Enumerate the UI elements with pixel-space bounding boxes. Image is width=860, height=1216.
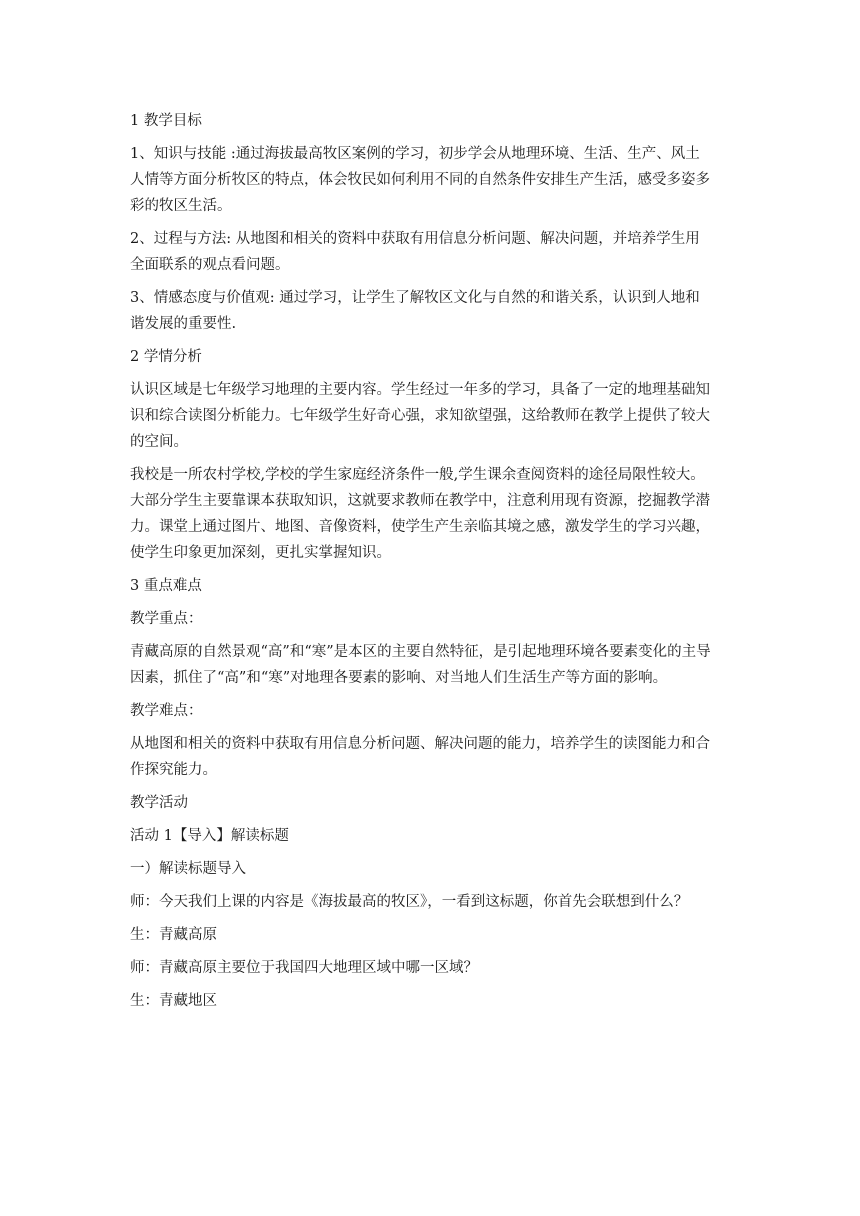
subheading-title-intro [130,856,730,882]
text-line: 生：青藏高原 [130,927,217,943]
section-heading-1 [130,108,730,134]
objective-3 [130,285,730,337]
dialogue-teacher-2 [130,955,730,981]
text-line: 师：今天我们上课的内容是《海拔最高的牧区》，一看到这标题，你首先会联想到什么？ [130,894,689,910]
text-line: 从地图和相关的资料中获取有用信息分析问题、解决问题的能力，培养学生的读图能力和合 [130,736,710,752]
text-line: 力。课堂上通过图片、地图、音像资料，使学生产生亲临其境之感，激发学生的学习兴趣， [130,519,710,535]
objective-2 [130,226,730,278]
text-line: 认识区域是七年级学习地理的主要内容。学生经过一年多的学习，具备了一定的地理基础知 [130,382,710,398]
difficulty-text [130,731,730,783]
section-heading-3 [130,573,730,599]
text-line: 2 学情分析 [130,349,202,365]
analysis-paragraph-1 [130,377,730,455]
text-line: 人情等方面分析牧区的特点，体会牧民如何利用不同的自然条件安排生产生活，感受多姿多 [130,172,710,188]
text-line: 1、知识与技能 :通过海拔最高牧区案例的学习，初步学会从地理环境、生活、生产、风土 [130,146,700,162]
text-line: 活动 1【导入】解读标题 [130,828,289,844]
text-line: 的空间。 [130,434,188,450]
text-line: 教学难点： [130,703,203,719]
objective-1 [130,141,730,219]
difficulty-label [130,698,730,724]
dialogue-student-1 [130,922,730,948]
text-line: 因素，抓住了“高”和“寒”对地理各要素的影响、对当地人们生活生产等方面的影响。 [130,670,668,686]
document-page [130,108,730,1021]
section-heading-2 [130,344,730,370]
text-line: 教学活动 [130,795,188,811]
text-line: 我校是一所农村学校,学校的学生家庭经济条件一般,学生课余查阅资料的途径局限性较大。 [130,467,705,483]
text-line: 谐发展的重要性. [130,316,237,332]
activity-1-heading [130,823,730,849]
key-point-label [130,606,730,632]
text-line: 2、过程与方法: 从地图和相关的资料中获取有用信息分析问题、解决问题，并培养学生用 [130,231,700,247]
text-line: 生：青藏地区 [130,993,217,1009]
text-line: 3、情感态度与价值观: 通过学习，让学生了解牧区文化与自然的和谐关系，认识到人地和 [130,290,700,306]
dialogue-teacher-1 [130,889,730,915]
text-line: 青藏高原的自然景观“高”和“寒”是本区的主要自然特征，是引起地理环境各要素变化的主导 [130,644,711,660]
text-line: 全面联系的观点看问题。 [130,257,290,273]
text-line: 彩的牧区生活。 [130,198,232,214]
text-line: 使学生印象更加深刻，更扎实掌握知识。 [130,545,391,561]
text-line: 3 重点难点 [130,578,202,594]
text-line: 师：青藏高原主要位于我国四大地理区域中哪一区域？ [130,960,478,976]
key-point-text [130,639,730,691]
text-line: 一）解读标题导入 [130,861,246,877]
dialogue-student-2 [130,988,730,1014]
teaching-activities-heading [130,790,730,816]
text-line: 作探究能力。 [130,762,217,778]
text-line: 教学重点： [130,611,203,627]
analysis-paragraph-2 [130,462,730,566]
text-line: 识和综合读图分析能力。七年级学生好奇心强，求知欲望强，这给教师在教学上提供了较大 [130,408,710,424]
text-line: 1 教学目标 [130,113,202,129]
text-line: 大部分学生主要靠课本获取知识，这就要求教师在教学中，注意利用现有资源，挖掘教学潜 [130,493,710,509]
